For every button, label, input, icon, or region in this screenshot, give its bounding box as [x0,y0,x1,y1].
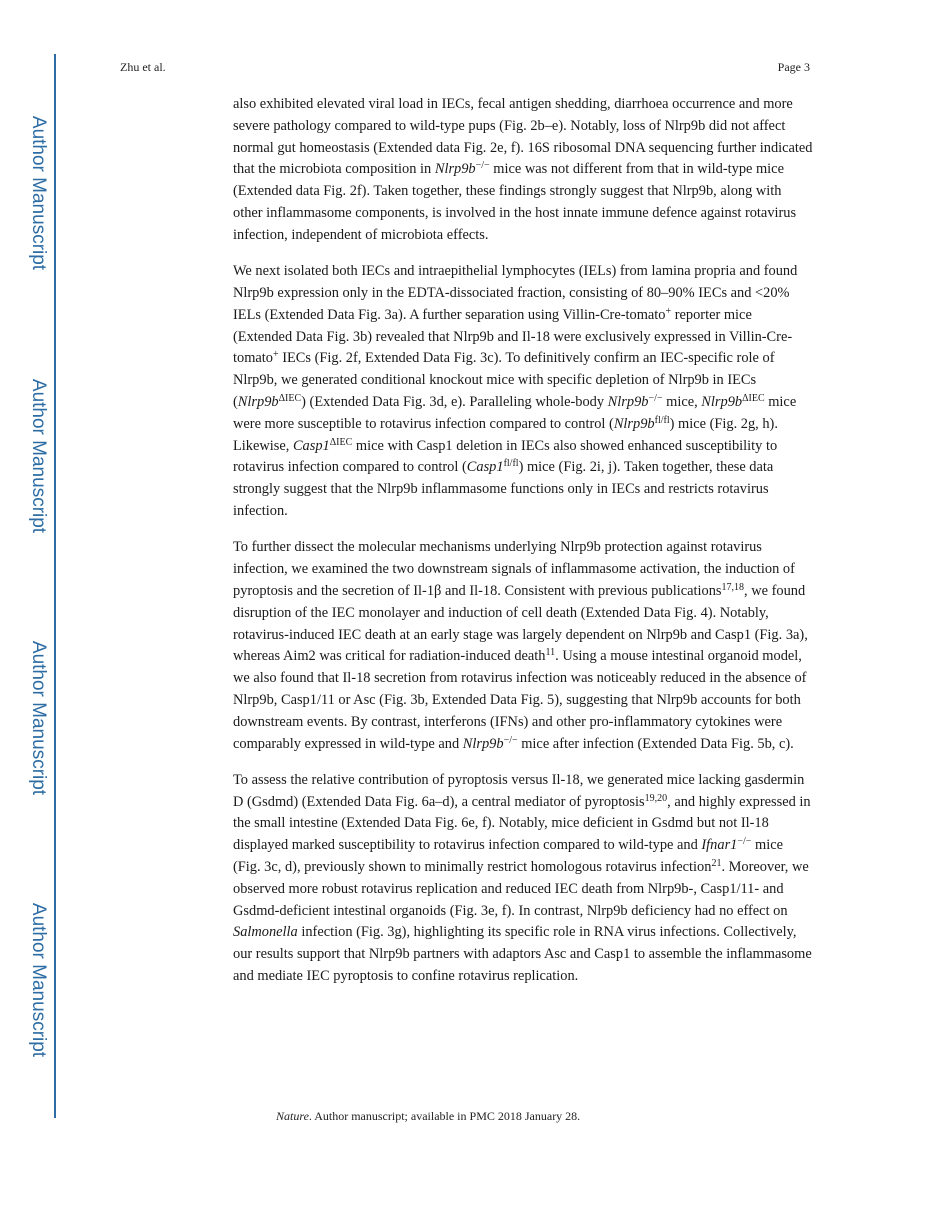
text-run: . Using a mouse intestinal organoid model, we also found that Il-18 secretion from rotavirus infection was noticeably reduced in the absence of Nlrp9b, Casp1/11 or Asc (Fig. 3b, Extended Data Fig. 5), suggesting that Nlrp9b accounts for both downstream events. By contrast, interferons (IFNs) and other pro-inflammatory cytokines were comparably expressed in wild-type and [233,648,807,752]
superscript: 17,18 [721,581,745,593]
italic-term: Nlrp9b [613,415,655,432]
sidebar-watermark-text: Author Manuscript [28,115,49,271]
superscript: + [272,349,279,361]
sidebar-watermark-text: Author Manuscript [28,902,49,1058]
superscript: fl/fl [654,414,670,426]
text-run: mice were more susceptible to rotavirus infection compared to control ( [233,393,797,432]
text-run: ) mice (Fig. 2g, h). Likewise, [233,415,778,454]
superscript: ΔIEC [278,392,302,404]
text-run: ) mice (Fig. 2i, j). Taken together, these data strongly suggest that the Nlrp9b inflammasome functions only in IECs and restricts rotavirus infection. [233,459,774,519]
italic-term: Casp1 [292,437,330,454]
paragraph [233,261,813,523]
text-run: We next isolated both IECs and intraepithelial lymphocytes (IELs) from lamina propria and found Nlrp9b expression only in the EDTA-dissociated fraction, consisting of 80–90% IECs and <20% IELs (Extended Data Fig. 3a). A further separation using Villin-Cre-tomato [233,263,798,323]
text-run: mice with Casp1 deletion in IECs also showed enhanced susceptibility to rotavirus infection compared to control ( [233,437,778,476]
text-run: , we found disruption of the IEC monolayer and induction of cell death (Extended Data Fig. 4). Notably, rotavirus-induced IEC death at an early stage was largely dependent on Nlrp9b and Casp1 (Fig. 3a), whereas Aim2 was critical for radiation-induced death [233,582,808,665]
superscript: 11 [545,647,556,659]
superscript: fl/fl [503,458,519,470]
sidebar-watermark-text: Author Manuscript [28,640,49,796]
italic-term: Nlrp9b [607,393,649,410]
paragraph [233,94,813,247]
text-run: To further dissect the molecular mechanisms underlying Nlrp9b protection against rotavirus infection, we examined the two downstream signals of inflammasome activation, the induction of pyroptosis and the secretion of Il-1β and Il-18. Consistent with previous publications [233,539,795,599]
superscript: 19,20 [644,792,668,804]
italic-term: Nlrp9b [434,161,476,178]
superscript: + [665,305,672,317]
text-run: infection (Fig. 3g), highlighting its specific role in RNA virus infections. Collectively, our results support that Nlrp9b partners with adaptors Asc and Casp1 to assemble the inflammasome and mediate IEC pyroptosis to confine rotavirus replication. [233,924,812,985]
text-run: also exhibited elevated viral load in IECs, fecal antigen shedding, diarrhoea occurrence and more severe pathology compared to wild-type pups (Fig. 2b–e). Notably, loss of Nlrp9b did not affect normal gut homeostasis (Extended data Fig. 2e, f). 16S ribosomal DNA sequencing further indicated that the microbiota composition in [233,96,813,178]
running-head-page-number: Page 3 [777,60,810,74]
sidebar-rule [54,54,56,1118]
italic-term: Nlrp9b [462,735,504,752]
paragraph [233,537,813,755]
text-run: To assess the relative contribution of pyroptosis versus Il-18, we generated mice lacking gasdermin D (Gsdmd) (Extended Data Fig. 6a–d), a central mediator of pyroptosis [233,771,805,810]
text-run: mice, [662,393,702,410]
italic-term: Ifnar1 [701,837,738,854]
superscript: −/− [503,734,518,746]
paragraph [233,770,813,988]
superscript: −/− [648,392,663,404]
superscript: −/− [475,160,490,172]
footer-availability: . Author manuscript; available in PMC 2018 January 28. [308,1109,581,1123]
superscript: −/− [737,836,752,848]
italic-term: Nlrp9b [701,393,743,410]
text-run: ) (Extended Data Fig. 3d, e). Paralleling whole-body [301,393,608,410]
text-run: reporter mice (Extended Data Fig. 3b) revealed that Nlrp9b and Il-18 were exclusively expressed in Villin-Cre-tomato [233,306,793,367]
footer-journal-name: Nature [276,1109,309,1123]
text-run: mice after infection (Extended Data Fig. 5b, c). [517,735,794,752]
text-run: IECs (Fig. 2f, Extended Data Fig. 3c). To definitively confirm an IEC-specific role of Nlrp9b, we generated conditional knockout mice with specific depletion of Nlrp9b in IECs ( [233,350,775,410]
text-run: . Moreover, we observed more robust rotavirus replication and reduced IEC death from Nlrp9b-, Casp1/11- and Gsdmd-deficient intestinal organoids (Fig. 3e, f). In contrast, Nlrp9b deficiency had no effect on [233,859,809,919]
superscript: ΔIEC [329,436,353,448]
italic-term: Salmonella [233,924,298,941]
superscript: ΔIEC [742,392,765,404]
sidebar-watermark-text: Author Manuscript [28,378,49,534]
text-run: mice was not different from that in wild-type mice (Extended data Fig. 2f). Taken together, these findings strongly suggest that Nlrp9b, along with other inflammasome components, is involved in the host innate immune defence against rotavirus infection, independent of microbiota effects. [233,161,797,243]
superscript: 21 [711,858,722,870]
body-text [233,94,813,1002]
text-run: mice (Fig. 3c, d), previously shown to minimally restrict homologous rotavirus infection [233,837,784,876]
italic-term: Casp1 [466,459,504,476]
running-head-author: Zhu et al. [120,60,166,74]
italic-term: Nlrp9b [237,393,279,410]
text-run: , and highly expressed in the small intestine (Extended Data Fig. 6e, f). Notably, mice deficient in Gsdmd but not Il-18 displayed marked susceptibility to rotavirus infection compared to wild-type and [233,793,811,854]
footer-citation [276,1109,580,1124]
